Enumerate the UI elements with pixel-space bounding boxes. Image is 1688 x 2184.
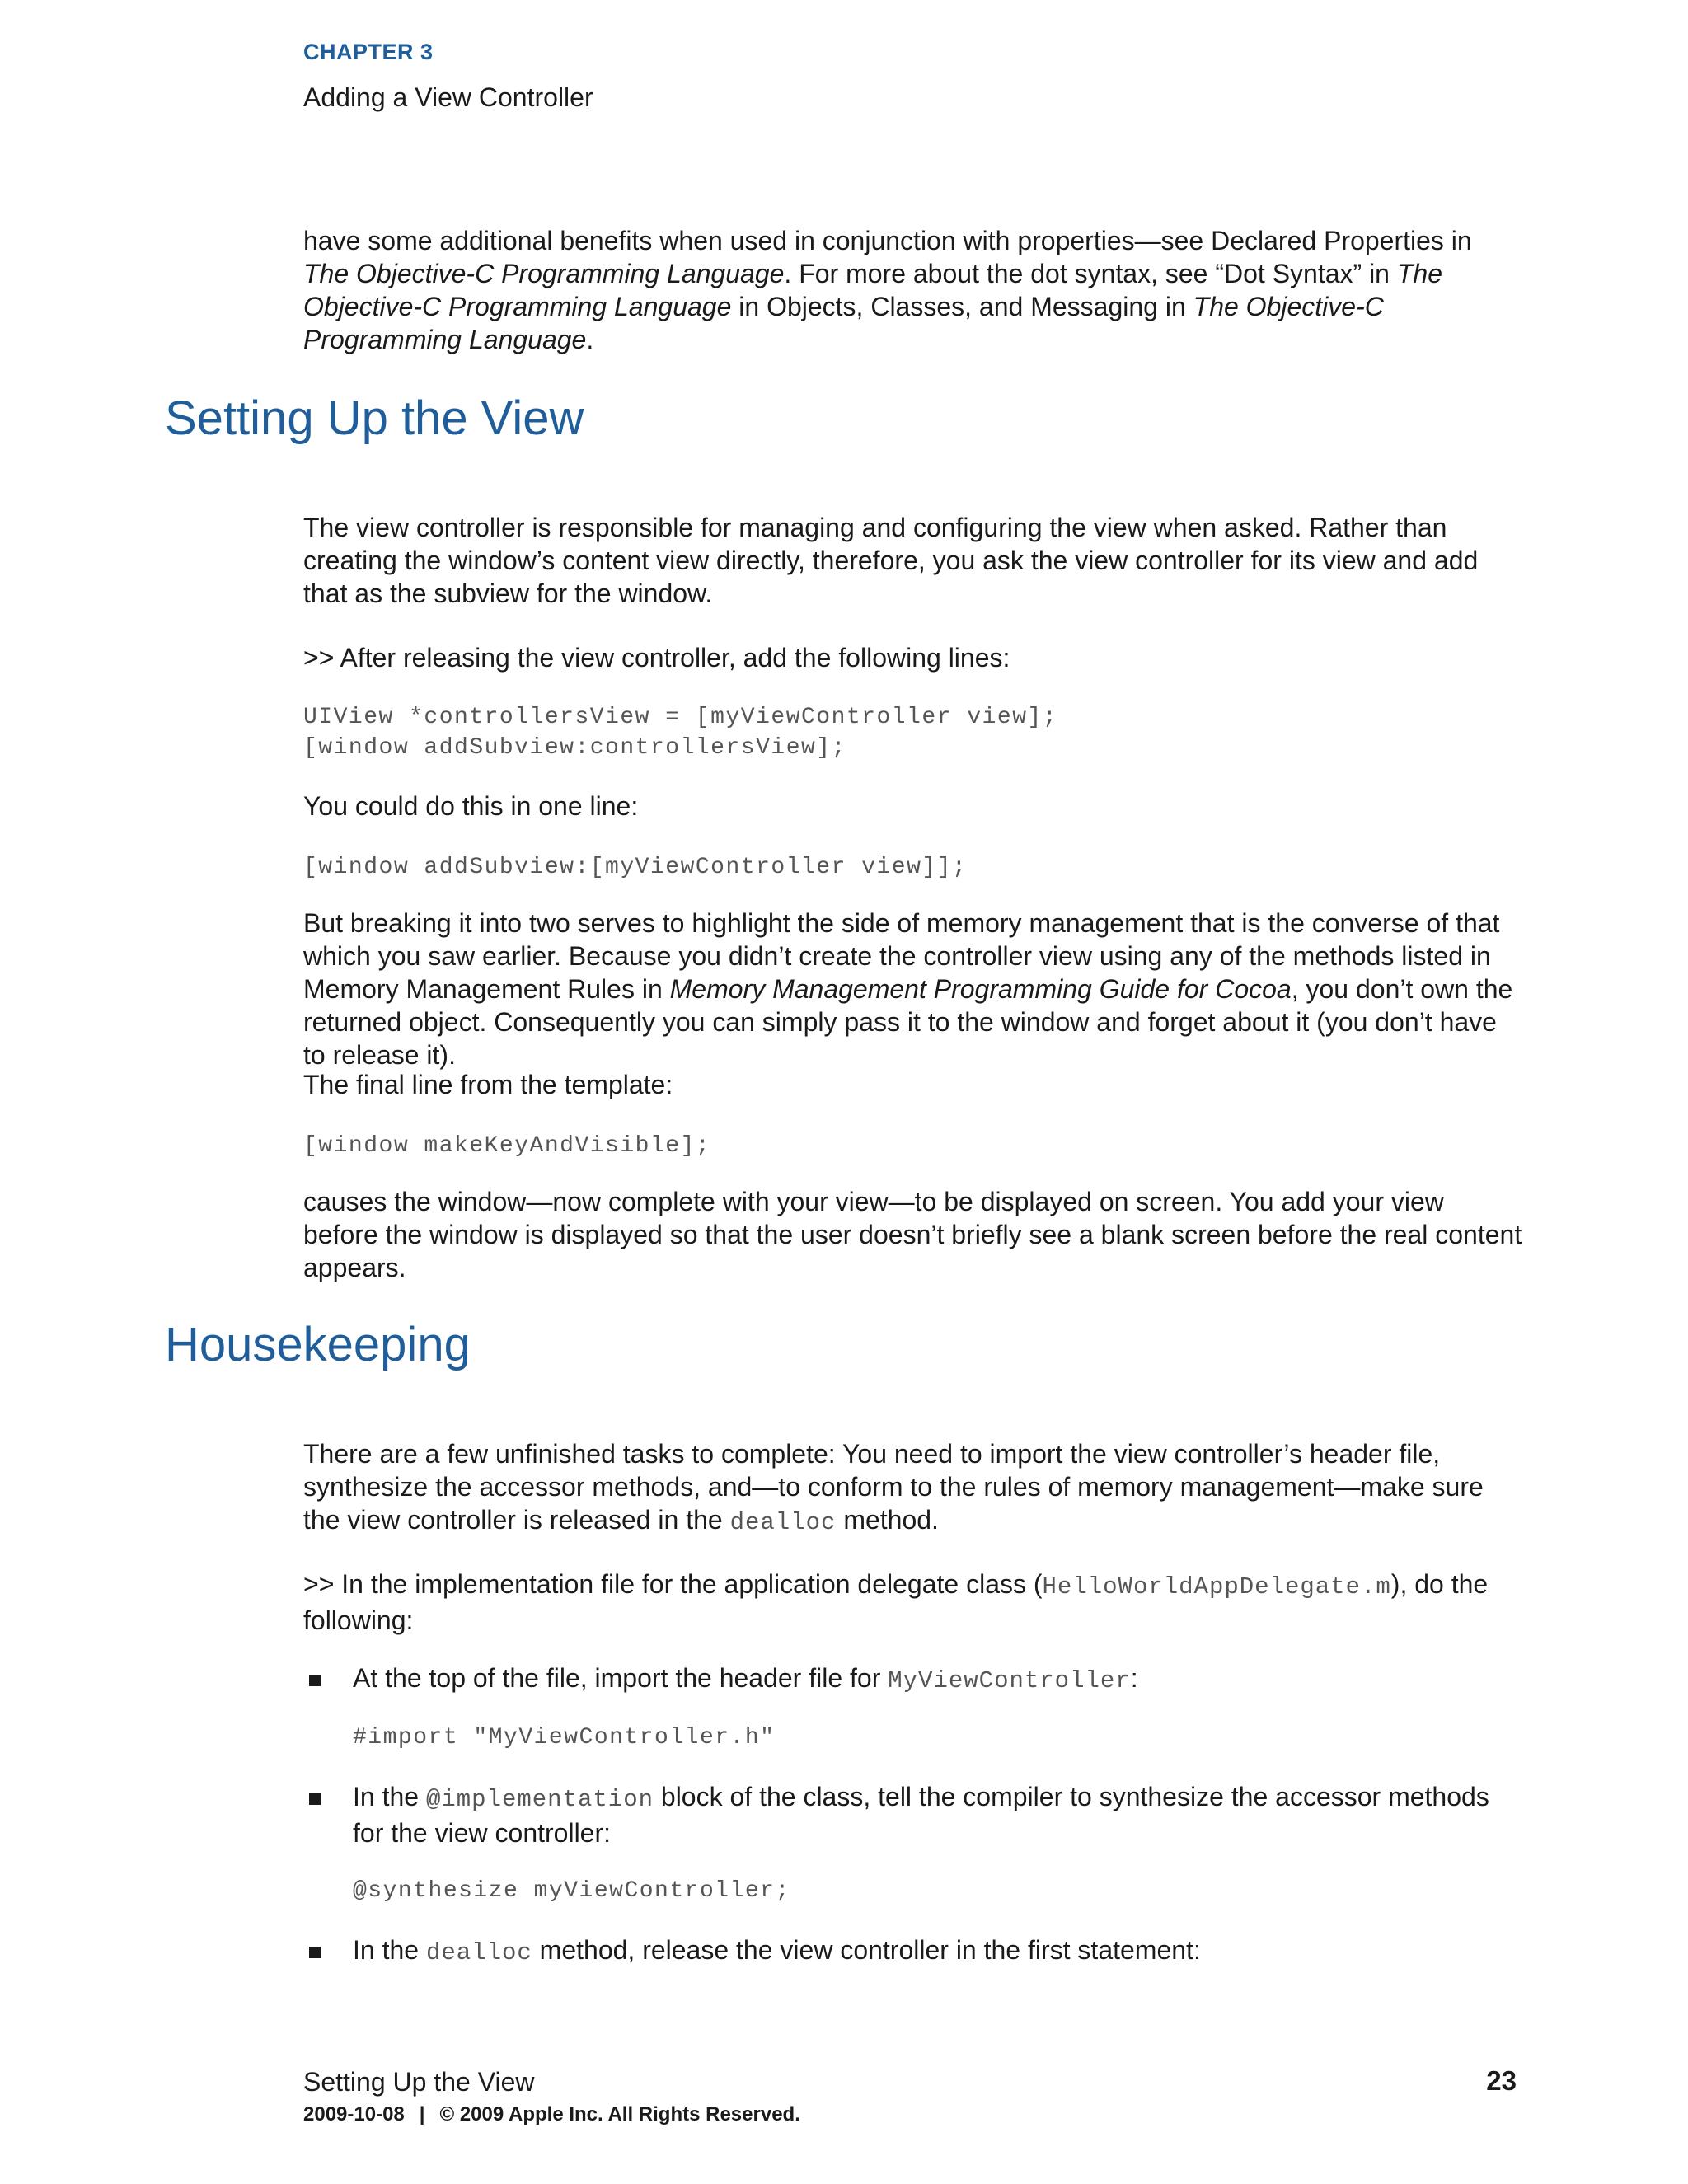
inline-code: dealloc — [729, 1509, 837, 1536]
bullet-marker — [309, 1947, 321, 1958]
code-line: [window makeKeyAndVisible]; — [303, 1133, 711, 1159]
inline-code: MyViewController — [888, 1667, 1131, 1694]
section1-paragraph-3: But breaking it into two serves to highlight the side of memory management that is the converse of that which you saw earlier. Because you didn’t create the controller view using any of the methods listed in Memory Management Rules in Memory Management Programming Guide for Cocoa, you don’t own the returned object. Consequently you can simply pass it to the window and forget about it (you don’t have to release it). — [303, 908, 1513, 1070]
bullet-marker — [309, 1793, 321, 1805]
book-title: The Objective-C Programming Language — [303, 259, 785, 288]
footer-copyright-line — [303, 2103, 800, 2126]
bullet-item-3: In the dealloc method, release the view controller in the first statement: — [353, 1935, 1201, 1966]
code-line: [window addSubview:[myViewController view]]; — [303, 855, 968, 880]
book-title: The Objective-C Programming Language — [303, 292, 1384, 354]
code-block-1 — [303, 702, 1523, 763]
chapter-title: Adding a View Controller — [303, 82, 593, 112]
section-heading-housekeeping: Housekeeping — [165, 1318, 471, 1371]
section1-paragraph-1: The view controller is responsible for managing and configuring the view when asked. Rather than creating the window’s content view directly, therefore, you ask the view controller for its view and add that as the subview for the window. — [303, 513, 1479, 608]
code-block-3 — [303, 1131, 1523, 1161]
book-title: Memory Management Programming Guide for Cocoa — [669, 974, 1292, 1004]
bullet-marker — [309, 1675, 321, 1686]
code-line: [window addSubview:controllersView]; — [303, 735, 846, 761]
page-number: 23 — [1486, 2065, 1517, 2096]
section1-step-1: >> After releasing the view controller, add the following lines: — [303, 643, 1010, 673]
section-heading-setting-up-the-view: Setting Up the View — [165, 391, 584, 445]
code-line: @synthesize myViewController; — [353, 1878, 790, 1904]
code-line: UIView *controllersView = [myViewController view]; — [303, 705, 1058, 730]
section1-paragraph-2: You could do this in one line: — [303, 791, 639, 821]
section1-paragraph-5: causes the window—now complete with your view—to be displayed on screen. You add your view before the window is displayed so that the user doesn’t briefly see a blank screen before the real content appears. — [303, 1187, 1522, 1282]
footer-section-title: Setting Up the View — [303, 2067, 535, 2097]
code-line: #import "MyViewController.h" — [353, 1725, 776, 1750]
code-block-2 — [303, 852, 1523, 883]
code-snippet-synthesize — [353, 1876, 1523, 1906]
footer-separator: | — [419, 2103, 425, 2125]
inline-code: dealloc — [425, 1939, 532, 1966]
bullet-item-1: At the top of the file, import the header file for MyViewController: — [353, 1663, 1138, 1694]
section2-step-1: >> In the implementation file for the application delegate class (HelloWorldAppDelegate.m), do the following: — [303, 1569, 1489, 1635]
section2-paragraph-1: There are a few unfinished tasks to complete: You need to import the view controller’s header file, synthesize the accessor methods, and—to conform to the rules of memory management—make sure the view controller is released in the dealloc method. — [303, 1439, 1484, 1536]
inline-code: HelloWorldAppDelegate.m — [1042, 1573, 1391, 1601]
bullet-item-2: In the @implementation block of the class, tell the compiler to synthesize the accessor methods for the view controller: — [353, 1782, 1489, 1848]
book-title: The Objective-C Programming Language — [303, 259, 1442, 321]
footer-date: 2009-10-08 — [303, 2103, 405, 2125]
inline-code: @implementation — [425, 1786, 654, 1813]
intro-paragraph: have some additional benefits when used in conjunction with properties—see Declared Properties in The Objective-C Programming Language. For more about the dot syntax, see “Dot Syntax” in The Objective-C Programming Language in Objects, Classes, and Messaging in The Objective-C Programming Language. — [303, 226, 1472, 354]
section1-paragraph-4: The final line from the template: — [303, 1070, 673, 1099]
chapter-label: CHAPTER 3 — [303, 40, 434, 64]
code-snippet-import — [353, 1722, 1523, 1753]
footer-copyright: © 2009 Apple Inc. All Rights Reserved. — [439, 2103, 800, 2125]
